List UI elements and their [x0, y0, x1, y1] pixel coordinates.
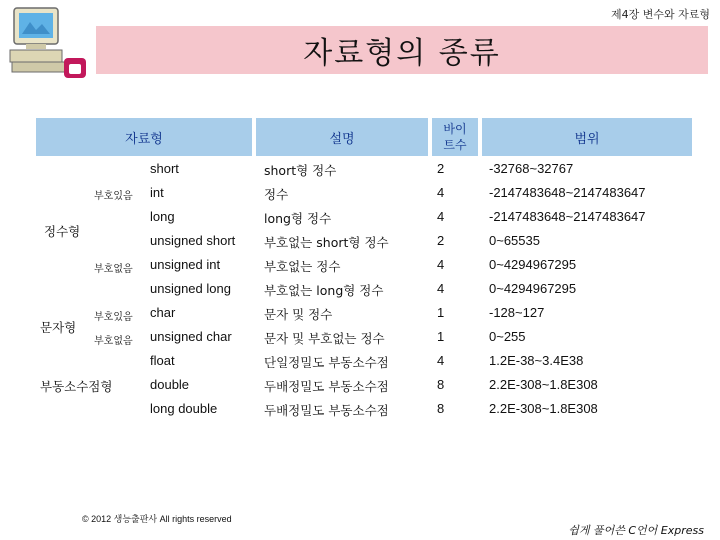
type-bytes: 4 — [437, 281, 445, 296]
header-bytes-line2: 트수 — [443, 138, 467, 152]
type-desc: short형 정수 — [264, 163, 337, 178]
subcategory-char-unsigned: 부호없음 — [94, 336, 133, 347]
type-desc: 부호없는 short형 정수 — [264, 235, 389, 250]
book-title: 쉽게 풀어쓴 C언어 Express — [568, 524, 704, 537]
type-desc: 두배정밀도 부동소수점 — [264, 379, 389, 394]
type-bytes: 4 — [437, 353, 445, 368]
type-range: 0~4294967295 — [489, 257, 577, 272]
type-desc: 문자 및 부호없는 정수 — [264, 331, 385, 346]
type-desc: 부호없는 long형 정수 — [264, 283, 384, 298]
type-range: 0~4294967295 — [489, 281, 577, 296]
header-range: 범위 — [482, 118, 692, 156]
type-bytes: 1 — [437, 305, 445, 320]
chapter-header: 제4장 변수와 자료형 — [611, 8, 710, 21]
type-desc: 문자 및 정수 — [264, 307, 333, 322]
type-name: double — [150, 377, 190, 392]
type-name: unsigned long — [150, 281, 231, 296]
category-integer: 정수형 — [44, 224, 81, 239]
header-type: 자료형 — [36, 118, 252, 156]
type-range: 2.2E-308~1.8E308 — [489, 377, 598, 392]
type-desc: 부호없는 정수 — [264, 259, 341, 274]
type-bytes: 1 — [437, 329, 445, 344]
category-floating: 부동소수점형 — [40, 379, 113, 394]
type-desc: 단일정밀도 부동소수점 — [264, 355, 389, 370]
header-bytes-line1: 바이 — [443, 122, 467, 136]
type-name: short — [150, 161, 179, 176]
type-range: -32768~32767 — [489, 161, 574, 176]
header-desc: 설명 — [256, 118, 428, 156]
type-bytes: 4 — [437, 209, 445, 224]
type-name: int — [150, 185, 164, 200]
header-bytes — [432, 118, 478, 156]
subcategory-int-unsigned: 부호없음 — [94, 264, 133, 275]
type-range: 1.2E-38~3.4E38 — [489, 353, 584, 368]
type-name: long double — [150, 401, 218, 416]
slide-title: 자료형의 종류 — [303, 36, 501, 71]
subcategory-char-signed: 부호있음 — [94, 312, 133, 323]
category-character: 문자형 — [40, 320, 77, 335]
type-range: 0~255 — [489, 329, 526, 344]
type-bytes: 2 — [437, 161, 445, 176]
type-range: 0~65535 — [489, 233, 540, 248]
type-bytes: 4 — [437, 185, 445, 200]
type-bytes: 8 — [437, 401, 445, 416]
type-name: float — [150, 353, 175, 368]
type-desc: 두배정밀도 부동소수점 — [264, 403, 389, 418]
type-bytes: 2 — [437, 233, 445, 248]
type-name: long — [150, 209, 175, 224]
type-range: -2147483648~2147483647 — [489, 185, 646, 200]
subcategory-int-signed: 부호있음 — [94, 191, 133, 202]
type-name: unsigned short — [150, 233, 236, 248]
type-desc: long형 정수 — [264, 211, 332, 226]
copyright: © 2012 생능출판사 All rights reserved — [82, 514, 232, 524]
type-range: 2.2E-308~1.8E308 — [489, 401, 598, 416]
type-bytes: 8 — [437, 377, 445, 392]
computer-clipart-icon — [6, 4, 90, 82]
slide-title-banner — [96, 26, 708, 74]
type-range: -128~127 — [489, 305, 545, 320]
type-name: char — [150, 305, 176, 320]
type-desc: 정수 — [264, 187, 289, 202]
type-name: unsigned char — [150, 329, 232, 344]
type-name: unsigned int — [150, 257, 221, 272]
type-bytes: 4 — [437, 257, 445, 272]
type-range: -2147483648~2147483647 — [489, 209, 646, 224]
